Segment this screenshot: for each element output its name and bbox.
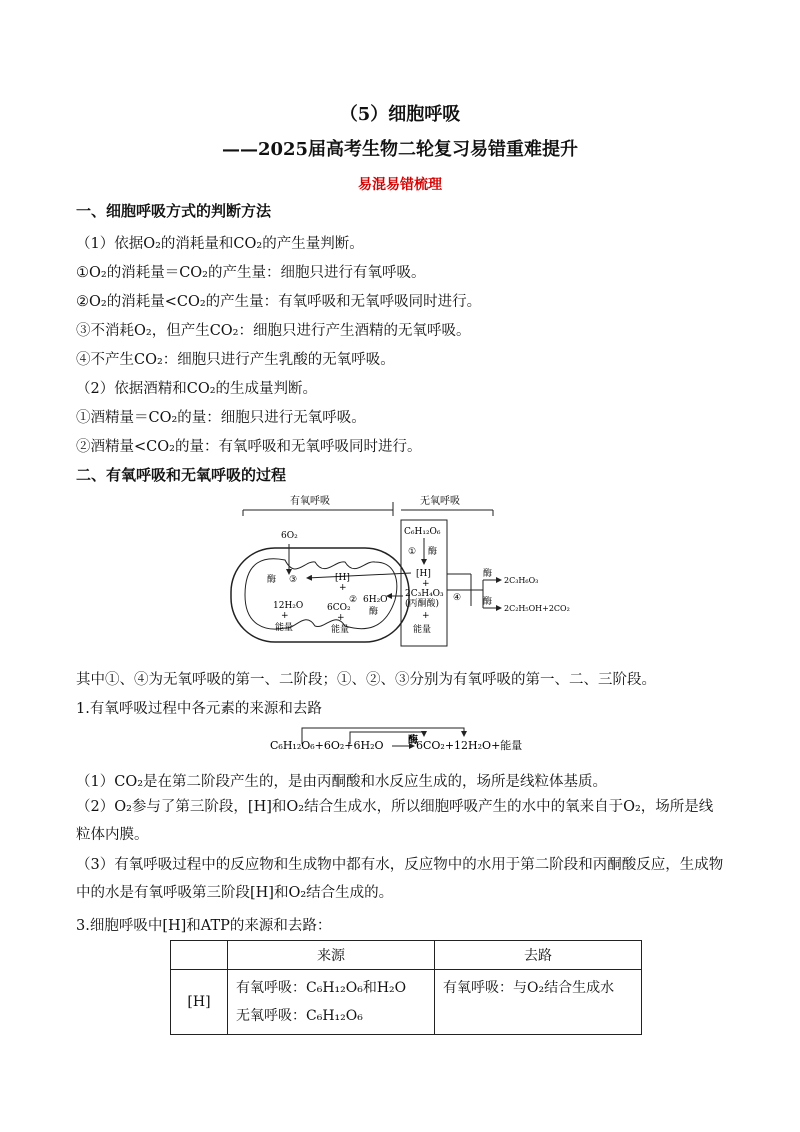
section1-line: ①酒精量＝CO₂的量：细胞只进行无氧呼吸。 [76,410,366,426]
enzyme-label: 酶 [428,547,438,557]
section1-line: ②酒精量<CO₂的量：有氧呼吸和无氧呼吸同时进行。 [76,439,422,455]
h2o-in-label: 6H₂O [363,595,388,605]
source-line: 无氧呼吸：C₆H₁₂O₆ [236,1008,363,1024]
pyruvate-label: 2C₃H₄O₃ [405,589,444,599]
glucose-label: C₆H₁₂O₆ [404,527,441,537]
pyruvate-name: (丙酮酸) [405,599,440,609]
h-atp-table [170,940,642,1035]
enzyme-label: 酶 [267,575,277,585]
step2-label: ② [349,595,358,605]
section1-line: ①O₂的消耗量＝CO₂的产生量：细胞只进行有氧呼吸。 [76,265,426,281]
plus-label: + [422,579,430,589]
equation-right: 6CO₂+12H₂O+能量 [416,739,523,752]
point-3: （3）有氧呼吸过程中的反应物和生成物中都有水，反应物中的水用于第二阶段和丙酮酸反应，生成物中的水是有氧呼吸第三阶段[H]和O₂结合生成的。 [76,857,724,901]
o2-label: 6O₂ [281,531,298,541]
section1-heading: 一、细胞呼吸方式的判断方法 [76,202,272,220]
subheading-3: 3.细胞呼吸中[H]和ATP的来源和去路： [76,918,332,934]
section2-heading: 二、有氧呼吸和无氧呼吸的过程 [76,466,287,484]
enzyme-label: 酶 [369,607,379,617]
plus-label: + [339,583,347,593]
enzyme-label: 酶 [483,597,493,607]
plus-label: + [422,611,430,621]
step1-label: ① [408,547,417,557]
table-header-cell: 来源 [228,941,435,970]
energy-label: 能量 [275,623,294,633]
energy-label: 能量 [331,625,350,635]
co2-label: 6CO₂ [327,603,351,613]
anaerobic-label: 无氧呼吸 [420,496,460,507]
stage-note: 其中①、④为无氧呼吸的第一、二阶段；①、②、③分别为有氧呼吸的第一、二、三阶段。 [76,672,656,688]
table-header-cell: 去路 [435,941,642,970]
point-1: （1）CO₂是在第二阶段产生的，是由丙酮酸和水反应生成的，场所是线粒体基质。 [76,774,608,790]
h-label: [H] [335,573,350,583]
energy-label: 能量 [413,625,432,635]
enzyme-label: 酶 [483,569,493,579]
table-row [171,970,642,1035]
page-title: （5）细胞呼吸 [339,104,461,125]
equation-left: C₆H₁₂O₆+6O₂+6H₂O [270,739,384,752]
section1-line: （2）依据酒精和CO₂的生成量判断。 [76,381,318,397]
table-row-label: [H] [171,970,228,1035]
source-line: 有氧呼吸：C₆H₁₂O₆和H₂O [236,980,407,996]
h2o-out-label: 12H₂O [273,601,304,611]
aerobic-label: 有氧呼吸 [290,496,330,507]
step4-label: ④ [453,593,462,603]
respiration-equation [268,722,528,756]
subheading-1: 1.有氧呼吸过程中各元素的来源和去路 [76,701,322,717]
step3-label: ③ [289,575,298,585]
h-label: [H] [416,569,431,579]
table-header-cell [171,941,228,970]
section1-line: ④不产生CO₂：细胞只进行产生乳酸的无氧呼吸。 [76,352,395,368]
plus-label: + [281,611,289,621]
respiration-diagram [225,490,585,650]
table-cell-dest: 有氧呼吸：与O₂结合生成水 [435,970,642,1035]
lactic-acid-label: 2C₃H₆O₃ [504,576,539,585]
table-cell-source [228,970,435,1035]
ethanol-label: 2C₂H₅OH+2CO₂ [504,604,570,613]
table-header-row [171,941,642,970]
section1-line: （1）依据O₂的消耗量和CO₂的产生量判断。 [76,236,364,252]
page-subtitle: ——2025届高考生物二轮复习易错重难提升 [221,139,579,160]
section-tag: 易混易错梳理 [358,177,442,193]
mitochondrion-inner-membrane [245,559,397,629]
point-2: （2）O₂参与了第三阶段，[H]和O₂结合生成水，所以细胞呼吸产生的水中的氧来自于O₂，场所是线粒体内膜。 [76,799,714,843]
section1-line: ②O₂的消耗量<CO₂的产生量：有氧呼吸和无氧呼吸同时进行。 [76,294,482,310]
plus-label: + [337,613,345,623]
section1-line: ③不消耗O₂，但产生CO₂：细胞只进行产生酒精的无氧呼吸。 [76,323,471,339]
equation-enzyme: 酶 [408,735,418,746]
